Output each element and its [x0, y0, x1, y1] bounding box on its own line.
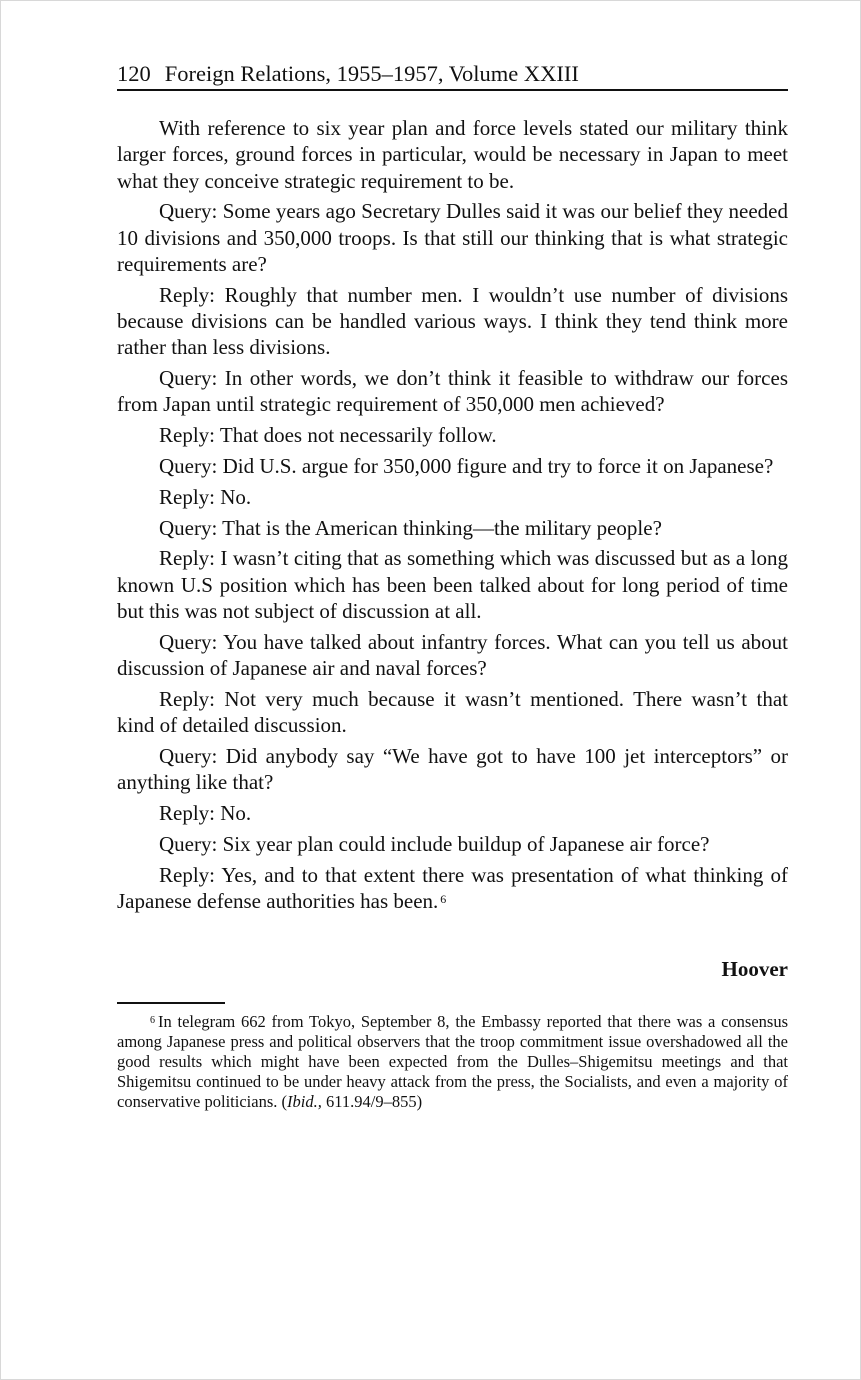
paragraph: With reference to six year plan and force levels stated our military think larger forces, ground forces in particular, would be necessary in Japan to meet what they conceive strategic requirement to be.: [117, 116, 788, 193]
paragraph: Reply: No.: [159, 484, 252, 509]
volume-title: Foreign Relations, 1955–1957, Volume XXIII: [164, 61, 579, 86]
paragraph: Query: Did anybody say “We have got to have 100 jet interceptors” or anything like that?: [117, 744, 788, 795]
body-text: [117, 115, 788, 919]
paragraph: Reply: Not very much because it wasn’t mentioned. There wasn’t that kind of detailed discussion.: [117, 686, 788, 738]
paragraph: Query: In other words, we don’t think it feasible to withdraw our forces from Japan until strategic requirement of 350,000 men achieved?: [117, 366, 788, 417]
paragraph: Query: You have talked about infantry forces. What can you tell us about discussion of Japanese air and naval forces?: [117, 629, 788, 681]
footnote-text: In telegram 662 from Tokyo, September 8, the Embassy reported that there was a consensus among Japanese press and political observers that the troop commitment issue overshadowed all the good results which might have been expected from the Dulles–Shigemitsu meetings and that Shigemitsu continued to be under heavy attack from the press, the Socialists, and even a majority of conservative politicians. (: [117, 1012, 788, 1111]
paragraph: Reply: That does not necessarily follow.: [159, 423, 497, 448]
running-head: [117, 60, 788, 91]
footnote-citation: 611.94/9–855): [321, 1092, 423, 1111]
signature: Hoover: [721, 957, 788, 981]
footnote: [117, 1012, 788, 1112]
paragraph: Reply: No.: [159, 801, 252, 826]
paragraph: Query: That is the American thinking—the military people?: [159, 515, 662, 540]
paragraph: Query: Some years ago Secretary Dulles said it was our belief they needed 10 divisions and 350,000 troops. Is that still our thinking that is what strategic requirements are?: [117, 199, 788, 276]
paragraph: Reply: I wasn’t citing that as something which was discussed but as a long known U.S position which has been been talked about for long period of time but this was not subject of discussion at all.: [117, 546, 788, 624]
footnote-divider: [117, 1002, 225, 1004]
paragraph-text: Reply: Yes, and to that extent there was presentation of what thinking of Japanese defense authorities has been.: [117, 862, 788, 914]
paragraph-last: [117, 862, 788, 915]
footnote-reference[interactable]: 6: [440, 892, 447, 907]
paragraph: Reply: Roughly that number men. I wouldn’t use number of divisions because divisions can be handled various ways. I think they tend think more rather than less divisions.: [117, 282, 788, 360]
page-number: 120: [117, 61, 151, 86]
footnote-citation-italic: Ibid.,: [287, 1092, 322, 1111]
paragraph: Query: Did U.S. argue for 350,000 figure and try to force it on Japanese?: [159, 454, 774, 479]
footnote-marker: 6: [150, 1015, 155, 1026]
paragraph: Query: Six year plan could include buildup of Japanese air force?: [159, 831, 710, 856]
